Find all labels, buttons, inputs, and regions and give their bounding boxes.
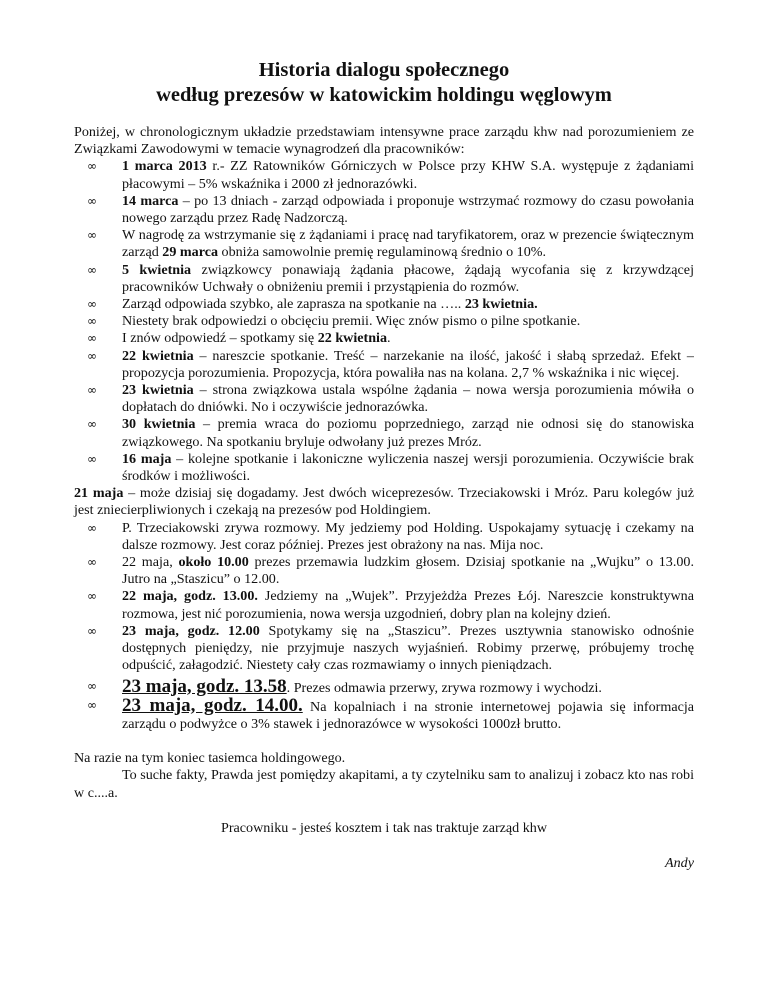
- list-item: [74, 520, 694, 554]
- list-item: [74, 382, 694, 416]
- item-text: obniża samowolnie premię regulaminową średnio o 10%.: [218, 244, 546, 261]
- item-text-pre: Niestety brak odpowiedzi o obcięciu premii. Więc znów pismo o pilne spotkanie.: [122, 313, 581, 330]
- item-date: 22 kwietnia: [122, 347, 194, 364]
- paragraph-21-maja-text: – może dzisiaj się dogadamy. Jest dwóch wiceprezesów. Trzeciakowski i Mróz. Paru kolegów już jest zniecierpliwionych i czekają na prezesów pod Holdingiem.: [74, 485, 694, 519]
- item-text: .: [387, 330, 391, 347]
- closing-line-1: Na razie na tym koniec tasiemca holdingowego.: [74, 750, 346, 767]
- item-date-emphasis: 23 maja, godz. 13.58: [122, 675, 287, 697]
- closing-line-2: To suche fakty, Prawda jest pomiędzy akapitami, a ty czytelniku sam to analizuj i zobacz kto nas robi w c....a.: [74, 767, 694, 801]
- infinity-bullet-icon: ∞: [87, 520, 97, 535]
- item-text-pre: Zarząd odpowiada szybko, ale zaprasza na spotkanie na …..: [122, 296, 465, 313]
- item-text: – nareszcie spotkanie. Treść – narzekanie na ilość, jakość i słabą sprzedaż. Efekt – propozycja porozumienia. Propozycja, która powaliła nas na kolana. 2,7 % wskaźnika i nic więcej.: [122, 347, 694, 381]
- item-text: prezes przemawia ludzkim głosem. Dzisiaj spotkanie na „Wujku” o 13.00. Jutro na „Staszicu” o 12.00.: [122, 554, 694, 588]
- author-signature: Andy: [665, 854, 694, 871]
- infinity-bullet-icon: ∞: [87, 262, 97, 277]
- item-date: 23 maja, godz. 12.00: [122, 622, 260, 639]
- item-date: 22 maja, godz. 13.00.: [122, 588, 258, 605]
- infinity-bullet-icon: ∞: [87, 228, 97, 243]
- infinity-bullet-icon: ∞: [87, 417, 97, 432]
- infinity-bullet-icon: ∞: [87, 297, 97, 312]
- item-date-emphasis: 23 maja, godz. 14.00.: [122, 694, 303, 716]
- item-date: 1 marca 2013: [122, 158, 207, 175]
- item-text: – strona związkowa ustala wspólne żądania – nowa wersja porozumienia mówiła o dopłatach do dniówki. No i oczywiście jednorazówka.: [122, 382, 694, 416]
- infinity-bullet-icon: ∞: [87, 623, 97, 638]
- item-date: 14 marca: [122, 192, 179, 209]
- infinity-bullet-icon: ∞: [87, 383, 97, 398]
- list-item: [74, 451, 694, 485]
- infinity-bullet-icon: ∞: [87, 348, 97, 363]
- item-text-pre: 22 maja,: [122, 554, 179, 571]
- timeline-list-3: [74, 675, 695, 734]
- infinity-bullet-icon: ∞: [87, 697, 97, 712]
- list-item: [74, 416, 694, 450]
- item-date: 5 kwietnia: [122, 261, 192, 278]
- item-text: – po 13 dniach - zarząd odpowiada i proponuje wstrzymać rozmowy do czasu powołania nowego zarządu przez Radę Nadzorczą.: [122, 192, 694, 227]
- item-text: . Prezes odmawia przerwy, zrywa rozmowy i wychodzi.: [286, 679, 602, 696]
- item-date: 22 kwietnia: [317, 330, 388, 347]
- item-text: r.- ZZ Ratowników Górniczych w Polsce przy KHW S.A. występuje z żądaniami płacowymi – 5% wskaźnika i 2000 zł jednorazówki.: [122, 158, 694, 192]
- list-item: [74, 262, 694, 296]
- infinity-bullet-icon: ∞: [87, 193, 97, 208]
- infinity-bullet-icon: ∞: [87, 314, 97, 329]
- infinity-bullet-icon: ∞: [87, 451, 97, 466]
- paragraph-21-maja: [74, 485, 694, 519]
- intro-paragraph: Poniżej, w chronologicznym układzie przedstawiam intensywne prace zarządu khw nad porozumieniem ze Związkami Zawodowymi w temacie wynagrodzeń dla pracowników:: [74, 124, 694, 158]
- item-date: 16 maja: [122, 450, 172, 467]
- item-text: Na kopalniach i na stronie internetowej pojawia się informacja zarządu o podwyżce o 3% stawek i jednorazówce w wysokości 1000zł brutto.: [122, 698, 695, 732]
- infinity-bullet-icon: ∞: [87, 331, 97, 346]
- list-item: [74, 694, 695, 733]
- list-item: [74, 227, 694, 261]
- item-date: 29 marca: [162, 244, 219, 261]
- item-text: – kolejne spotkanie i lakoniczne wyliczenia naszej wersji porozumienia. Oczywiście brak środków i możliwości.: [122, 450, 694, 485]
- date-21-maja: 21 maja: [74, 485, 124, 502]
- list-item: [74, 348, 694, 382]
- footer-slogan: Pracowniku - jesteś kosztem i tak nas traktuje zarząd khw: [220, 819, 547, 836]
- item-date: około 10.00: [178, 554, 249, 571]
- item-text-pre: P. Trzeciakowski zrywa rozmowy. My jedziemy pod Holding. Uspokajamy sytuację i czekamy na dalsze rozmowy. Jest coraz później. Prezes jest obrażony na nas. Mija noc.: [122, 519, 694, 553]
- infinity-bullet-icon: ∞: [87, 159, 97, 174]
- list-item: [74, 193, 694, 227]
- item-date: 30 kwietnia: [122, 416, 196, 433]
- item-text: – premia wraca do poziomu poprzedniego, zarząd nie odnosi się do stanowiska związkowego. Na spotkaniu bryluje odwołany już prezes Mróz.: [122, 416, 694, 450]
- infinity-bullet-icon: ∞: [87, 589, 97, 604]
- list-item: [74, 588, 694, 622]
- item-text: związkowcy ponawiają żądania płacowe, żądają wycofania się z krzywdzącej pracowników Uchwały o obniżeniu premii i przystąpienia do rozmów.: [122, 261, 694, 295]
- list-item: [74, 313, 694, 330]
- item-text-pre: I znów odpowiedź – spotkamy się: [122, 330, 318, 347]
- list-item: [74, 296, 694, 313]
- item-text: Jedziemy na „Wujek”. Przyjeżdża Prezes Łój. Nareszcie konstruktywna rozmowa, jest nić porozumienia, nowa wersja uzgodnień, dobry plan na kolejny dzień.: [122, 588, 694, 622]
- timeline-list-2: [74, 520, 694, 675]
- list-item: [74, 158, 694, 192]
- infinity-bullet-icon: ∞: [87, 678, 97, 693]
- infinity-bullet-icon: ∞: [87, 555, 97, 570]
- list-item: [74, 330, 694, 347]
- item-text-pre: W nagrodę za wstrzymanie się z żądaniami i pracę nad taryfikatorem, oraz w prezencie świątecznym zarząd: [122, 227, 694, 261]
- list-item: [74, 623, 694, 675]
- item-text: Spotykamy się na „Staszicu”. Prezes usztywnia stanowisko odnośnie dostępnych pieniędzy, nie przyjmuje naszych wyjaśnień. Robimy przerwę, próbujemy trochę odpuścić, załagodzić. Niestety cały czas rozmawiamy o innych pieniądzach.: [122, 622, 694, 674]
- list-item: [74, 554, 694, 588]
- item-date: 23 kwietnia: [122, 382, 194, 399]
- document-title: [74, 58, 694, 108]
- item-date: 23 kwietnia.: [464, 296, 538, 313]
- timeline-list-1: [74, 158, 694, 485]
- title-line-1: Historia dialogu społecznego: [258, 59, 510, 81]
- title-line-2: według prezesów w katowickim holdingu węglowym: [156, 84, 612, 106]
